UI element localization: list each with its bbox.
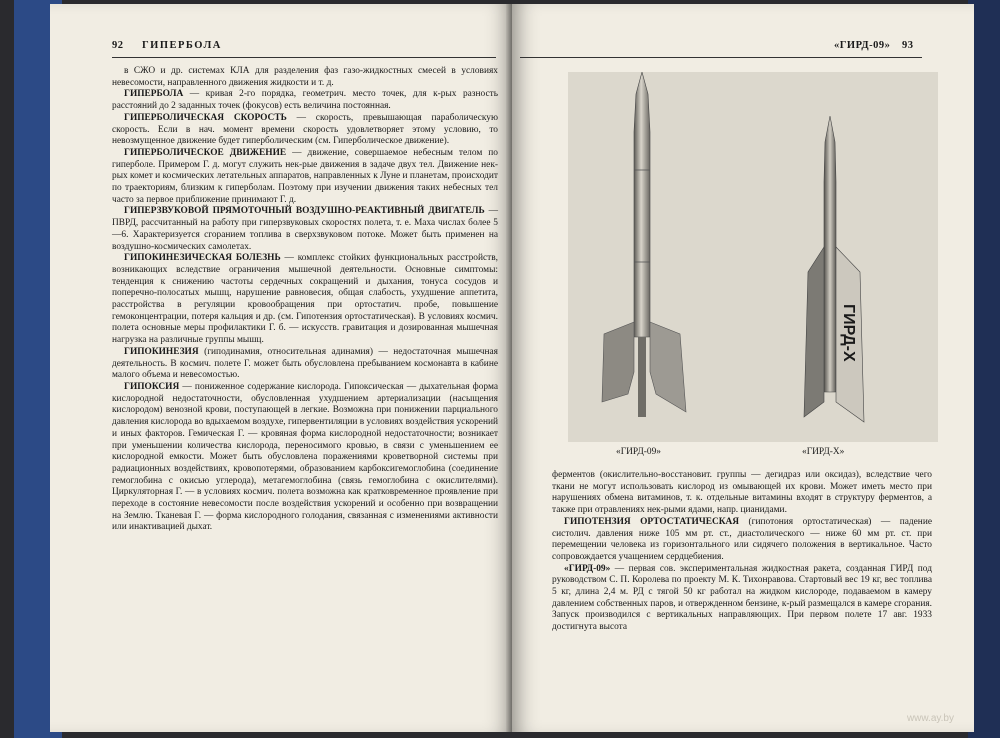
entry-text: в СЖО и др. системах КЛА для разделения фаз газо-жидкостных смесей в условиях невесомости, направленного движения жидкости и т. д.: [112, 66, 498, 88]
paragraph: [552, 470, 932, 517]
entry-text: (гипотония ортостатическая) — падение систолич. давления ниже 105 мм рт. ст., диастолического — ниже 60 мм рт. ст. при перемещении человека из горизонтального или сидячего положения в вертикальное. Часто сопровождается учащением сердцебиения.: [552, 516, 932, 562]
rocket-photographs: [568, 72, 938, 442]
right-page-number: 93: [902, 40, 914, 51]
right-page: [512, 4, 974, 732]
paragraph: [552, 564, 932, 634]
entry-text: — кривая 2-го порядка, геометрич. место точек, для к-рых разность расстояний до 2 заданных точек (фокусов) есть величина постоянная.: [112, 89, 498, 112]
figure-caption-gird-09: «ГИРД-09»: [616, 447, 661, 457]
paragraph: [112, 113, 498, 148]
right-header-rule: [520, 57, 922, 58]
entry-term: «ГИРД-09»: [564, 563, 611, 574]
entry-term: ГИПОКСИЯ: [124, 381, 180, 392]
paragraph: [552, 517, 932, 564]
figure-caption-gird-x: «ГИРД-Х»: [802, 447, 845, 457]
entry-text: — первая сов. экспериментальная жидкостная ракета, созданная ГИРД под руководством С. П. Королева по проекту М. К. Тихонравова. Стартовый вес 19 кг, вес топлива 5 кг, длина 2,4 м. РД с тягой 50 кг работал на жидком кислороде, подаваемом в камеру давлением собственных паров, и отвержденном бензине, к-рый размещался в камере сгорания. Запуск производился с вертикальных направляющих. При первом полете 17 авг. 1933 достигнута высота: [552, 563, 932, 633]
entry-term: ГИПЕРБОЛИЧЕСКАЯ СКОРОСТЬ: [124, 112, 287, 123]
left-page: [50, 4, 512, 732]
entry-term: ГИПЕРБОЛИЧЕСКОЕ ДВИЖЕНИЕ: [124, 147, 287, 158]
entry-text: (гиподинамия, относительная адинамия) — недостаточная мышечная деятельность. В космич. полете Г. может быть обусловлена пребыванием космонавта в кабине малого объема и невесомостью.: [112, 346, 498, 381]
paragraph: [112, 347, 498, 382]
paragraph: [112, 382, 498, 534]
paragraph: [112, 66, 498, 89]
entry-term: ГИПЕРБОЛА: [124, 89, 184, 100]
left-running-head: ГИПЕРБОЛА: [142, 40, 222, 51]
entry-text: — ПВРД, рассчитанный на работу при гиперзвуковых скоростях полета, т. е. Маха числах более 5—6. Характеризуется сгоранием топлива в сверхзвуковом потоке. Может быть применен на воздушно-космических самолетах.: [112, 206, 498, 252]
right-body-text: [552, 470, 932, 634]
paragraph: [112, 253, 498, 347]
entry-term: ГИПОКИНЕЗИЧЕСКАЯ БОЛЕЗНЬ: [124, 253, 281, 264]
rockets-illustration: [568, 72, 938, 442]
right-running-head: «ГИРД-09»: [834, 40, 891, 51]
entry-term: ГИПЕРЗВУКОВОЙ ПРЯМОТОЧНЫЙ ВОЗДУШНО-РЕАКТИВНЫЙ ДВИГАТЕЛЬ: [124, 206, 485, 217]
entry-term: ГИПОТЕНЗИЯ ОРТОСТАТИЧЕСКАЯ: [564, 516, 740, 527]
paragraph: [112, 206, 498, 253]
entry-text: ферментов (окислительно-восстановит. группы — дегидраз или оксидаз), вследствие чего ткани не могут использовать кислород из омывающей их крови. Может иметь место при нарушениях обмена витаминов, т. к. отдельные витамины входят в структуру ферментов, а также при отравлениях нек-рыми ядами, напр. цианидами.: [552, 470, 932, 516]
entry-term: ГИПОКИНЕЗИЯ: [124, 346, 199, 357]
entry-text: — скорость, превышающая параболическую скорость. Если в нач. момент времени скорость удовлетворяет этому условию, то невозмущенное движение будет гиперболическим (см. Гиперболическое движение).: [112, 112, 498, 147]
left-header-rule: [112, 57, 496, 58]
paragraph: [112, 148, 498, 207]
rocket-fin-label: ГИРД-Х: [840, 304, 857, 362]
left-body-text: [112, 66, 498, 534]
left-page-number: 92: [112, 40, 124, 51]
paragraph: [112, 89, 498, 112]
watermark: www.ay.by: [906, 713, 954, 724]
entry-text: — комплекс стойких функциональных расстройств, возникающих вследствие ограничения мышечной деятельности. Основные симптомы: тенденция к снижению частоты сердечных сокращений и дыхания, тонуса сосудов и поперечно-полосатых мышц, нарушение равновесия, общая слабость, ухудшение аппетита, расстройства в регуляции кровообращения при ортостатич. пробе, повышение гемоконцентрации, потеря кальция и др. (см. Гипотензия ортостатическая). В условиях космич. полета основные меры профилактики Г. б. — искусств. гравитация и дозированная мышечная нагрузка на различные группы мышц.: [112, 253, 498, 346]
entry-text: — пониженное содержание кислорода. Гипоксическая — дыхательная форма кислородной недостаточности, обусловленная ухудшением артериализации (насыщения кислородом) венозной крови, поступающей в легкие. Возможна при понижении парциального давления кислорода во вдыхаемом воздухе, гипервентиляции в условиях воздействия ускорений и иных факторов. Гемическая Г. — кровяная форма кислородной недостаточности; возникает при уменьшении количества кислорода, переносимого кровью, в связи с уменьшением ее кислородной емкости. Может быть обусловлена поражениями кроветворной системы при радиационных воздействиях, кровопотерями, образованием карбоксигемоглобина (соединение гемоглобина с окисью углерода), метагемоглобина (связь гемоглобина с окислителями). Циркуляторная Г. — в условиях космич. полета возможна как кратковременное проявление при переходе в состояние невесомости после воздействия ускорений и особенно при возвращении на Землю. Тканевая Г. — форма кислородного голодания, связанная с изменениями активности или инактивацией дыхат.: [112, 381, 498, 533]
entry-text: — движение, совершаемое небесным телом по гиперболе. Примером Г. д. могут служить нек-рые движения в задаче двух тел. Движение нек-рых комет и космических летательных аппаратов, направленных к Луне и планетам, происходит по траекториям, близким к гиперболам. Поэтому при изучении движения таких небесных тел часто за первое приближение принимают Г. д.: [112, 147, 498, 205]
